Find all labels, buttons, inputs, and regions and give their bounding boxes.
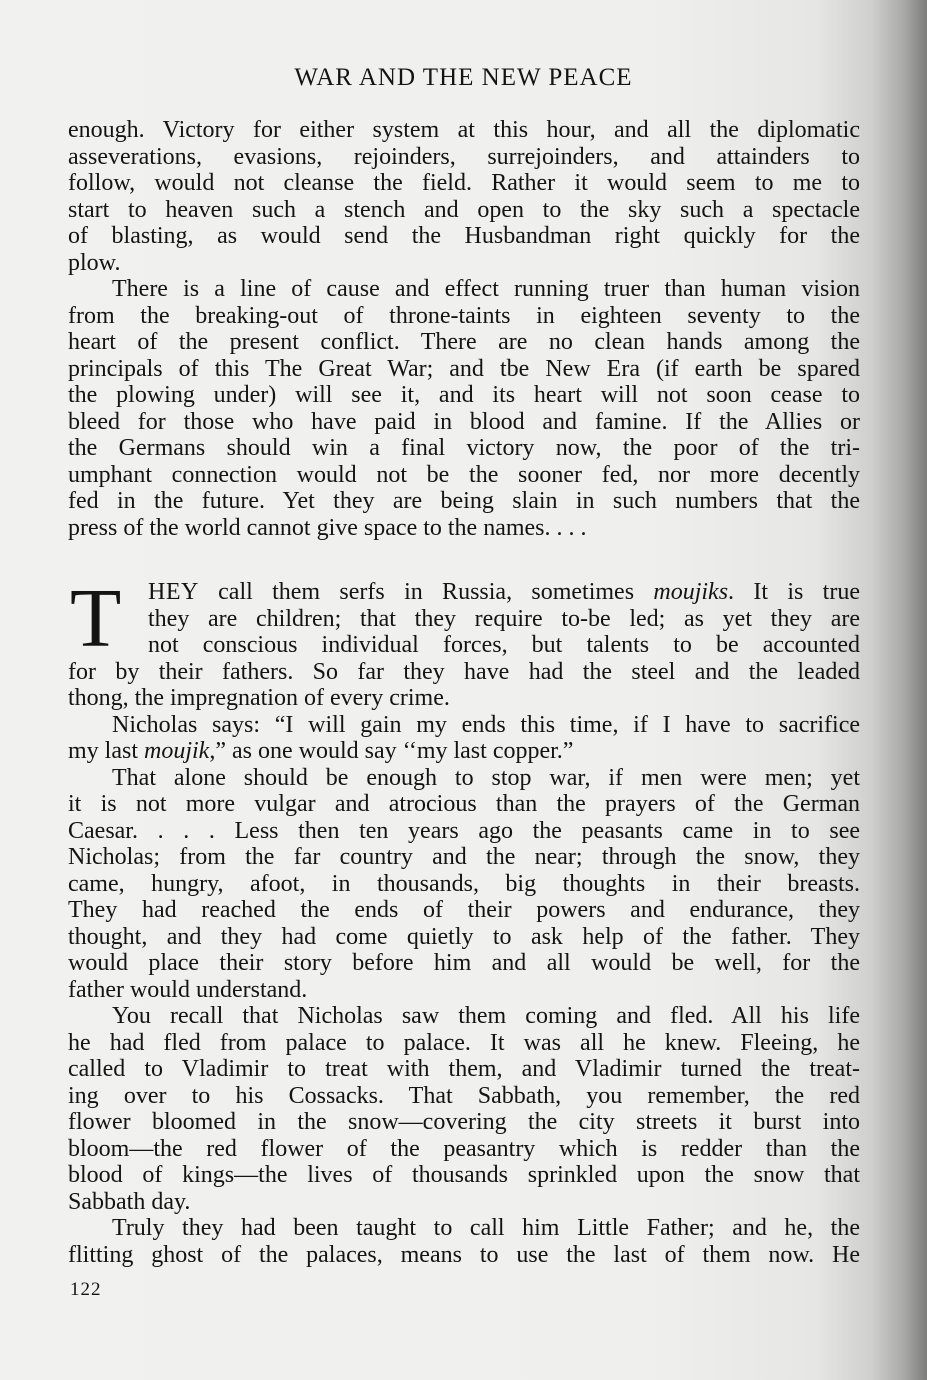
text-segment: . It is true (728, 579, 860, 605)
text-line: thought, and they had come quietly to ask help of the father. They (68, 923, 860, 950)
text-line: fed in the future. Yet they are being slain in such numbers that the (68, 488, 860, 514)
text-line: the Germans should win a final victory now, the poor of the tri- (68, 435, 860, 461)
text-line: not conscious individual forces, but talents to be accounted (148, 632, 860, 658)
text-line: umphant connection would not be the sooner fed, nor more decently (68, 461, 860, 488)
page-number: 122 (70, 1279, 102, 1300)
text-line: That alone should be enough to stop war, if men were men; yet (112, 764, 860, 791)
text-line: Sabbath day. (68, 1188, 191, 1215)
text-line: plow. (68, 249, 121, 276)
text-line: bloom—the red flower of the peasantry which is redder than the (68, 1135, 860, 1162)
text-segment: my last (68, 738, 144, 764)
running-head: WAR AND THE NEW PEACE (294, 64, 633, 91)
text-line: start to heaven such a stench and open to the sky such a spectacle (68, 196, 860, 223)
body-text (68, 117, 860, 1268)
drop-cap: T (70, 572, 122, 665)
text-line: asseverations, evasions, rejoinders, surrejoinders, and attainders to (68, 143, 860, 170)
text-line: of blasting, as would send the Husbandman right quickly for the (68, 223, 860, 249)
text-line: Nicholas says: “I will gain my ends this time, if I have to sacrifice (112, 711, 860, 738)
paragraph (68, 765, 860, 1004)
section-break (68, 541, 860, 579)
text-line: enough. Victory for either system at this hour, and all the diplomatic (68, 117, 860, 143)
text-line: for by their fathers. So far they have had the steel and the leaded (68, 658, 860, 685)
text-line: follow, would not cleanse the field. Rather it would seem to me to (68, 170, 860, 196)
text-line: blood of kings—the lives of thousands sprinkled upon the snow that (68, 1162, 860, 1188)
text-segment: call them serfs in Russia, sometimes (198, 579, 654, 605)
paragraph (68, 276, 860, 541)
text-line: it is not more vulgar and atrocious than the prayers of the German (68, 791, 860, 817)
paragraph (68, 572, 860, 712)
text-line: There is a line of cause and effect running truer than human vision (112, 276, 860, 302)
text-line (68, 579, 860, 606)
text-line: he had fled from palace to palace. It was all he knew. Fleeing, he (68, 1029, 860, 1056)
paragraph (68, 1215, 860, 1268)
text-line: they are children; that they require to-be led; as yet they are (148, 605, 860, 632)
italic-word: moujik (144, 738, 210, 764)
text-segment: ,” as one would say ‘‘my last copper.” (209, 738, 574, 764)
text-line: came, hungry, afoot, in thousands, big thoughts in their breasts. (68, 870, 860, 897)
paragraph (68, 117, 860, 276)
italic-word: moujiks (653, 579, 729, 605)
text-line: They had reached the ends of their powers and endurance, they (68, 897, 860, 923)
text-line: bleed for those who have paid in blood and famine. If the Allies or (68, 408, 860, 435)
text-line: flower bloomed in the snow—covering the city streets it burst into (68, 1109, 860, 1135)
text-line: would place their story before him and all would be well, for the (68, 950, 860, 976)
text-line: called to Vladimir to treat with them, and Vladimir turned the treat- (68, 1056, 860, 1082)
text-line: principals of this The Great War; and tbe New Era (if earth be spared (68, 355, 860, 382)
text-line: heart of the present conflict. There are no clean hands among the (68, 329, 860, 355)
text-line: ing over to his Cossacks. That Sabbath, you remember, the red (68, 1082, 860, 1109)
text-line: flitting ghost of the palaces, means to use the last of them now. He (68, 1241, 860, 1268)
text-line (68, 738, 860, 765)
text-line: You recall that Nicholas saw them coming and fled. All his life (112, 1003, 860, 1029)
text-line: Truly they had been taught to call him Little Father; and he, the (112, 1215, 860, 1241)
text-line: Nicholas; from the far country and the near; through the snow, they (68, 844, 860, 870)
small-caps-opening: HEY (148, 579, 199, 605)
paragraph (68, 712, 860, 765)
text-line: thong, the impregnation of every crime. (68, 685, 450, 711)
text-line: Caesar. . . . Less then ten years ago the peasants came in to see (68, 817, 860, 844)
text-line: from the breaking-out of throne-taints in eighteen seventy to the (68, 302, 860, 329)
paragraph (68, 1003, 860, 1215)
text-line: father would understand. (68, 976, 308, 1003)
text-line: the plowing under) will see it, and its heart will not soon cease to (68, 382, 860, 408)
text-line: press of the world cannot give space to the names. . . . (68, 514, 587, 541)
